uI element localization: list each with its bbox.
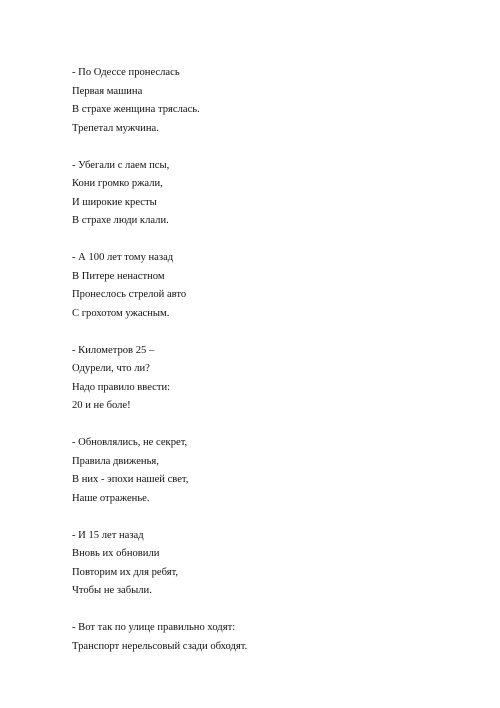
stanza-1 [72, 64, 472, 138]
poem-line: В них - эпохи нашей свет, [72, 474, 189, 485]
poem-line: - По Одессе пронеслась [72, 67, 180, 78]
poem-line: 20 и не боле! [72, 400, 131, 411]
poem-line: Пронеслось стрелой авто [72, 289, 187, 300]
poem-line: - Обновлялись, не секрет, [72, 437, 188, 448]
poem-line: Наше отраженье. [72, 492, 150, 504]
poem-line: Трепетал мужчина. [72, 122, 159, 134]
poem-line: С грохотом ужасным. [72, 307, 170, 319]
stanza-4 [72, 342, 472, 416]
stanza-7 [72, 619, 472, 656]
poem-line: Вновь их обновили [72, 548, 160, 559]
poem-line: Повторим их для ребят, [72, 566, 179, 578]
poem-line: - Убегали с лаем псы, [72, 159, 170, 171]
poem-text [72, 64, 472, 675]
poem-line: Кони громко ржали, [72, 178, 163, 189]
poem-line: В Питере ненастном [72, 270, 165, 282]
poem-line: - И 15 лет назад [72, 529, 144, 541]
poem-line: Транспорт нерельсовый сзади обходят. [72, 640, 248, 652]
poem-line: В страхе женщина тряслась. [72, 104, 200, 115]
poem-line: - Вот так по улице правильно ходят: [72, 622, 236, 633]
poem-line: - Километров 25 – [72, 344, 155, 356]
stanza-6 [72, 527, 472, 601]
poem-line: Одурели, что ли? [72, 363, 150, 374]
poem-line: - А 100 лет тому назад [72, 252, 174, 263]
stanza-5 [72, 434, 472, 508]
poem-line: Правила движенья, [72, 455, 159, 467]
poem-line: В страхе люди клали. [72, 215, 169, 226]
poem-line: Надо правило ввести: [72, 381, 171, 393]
stanza-3 [72, 249, 472, 323]
poem-line: И широкие кресты [72, 196, 157, 208]
poem-line: Первая машина [72, 85, 143, 97]
stanza-2 [72, 157, 472, 231]
poem-line: Чтобы не забыли. [72, 585, 152, 596]
